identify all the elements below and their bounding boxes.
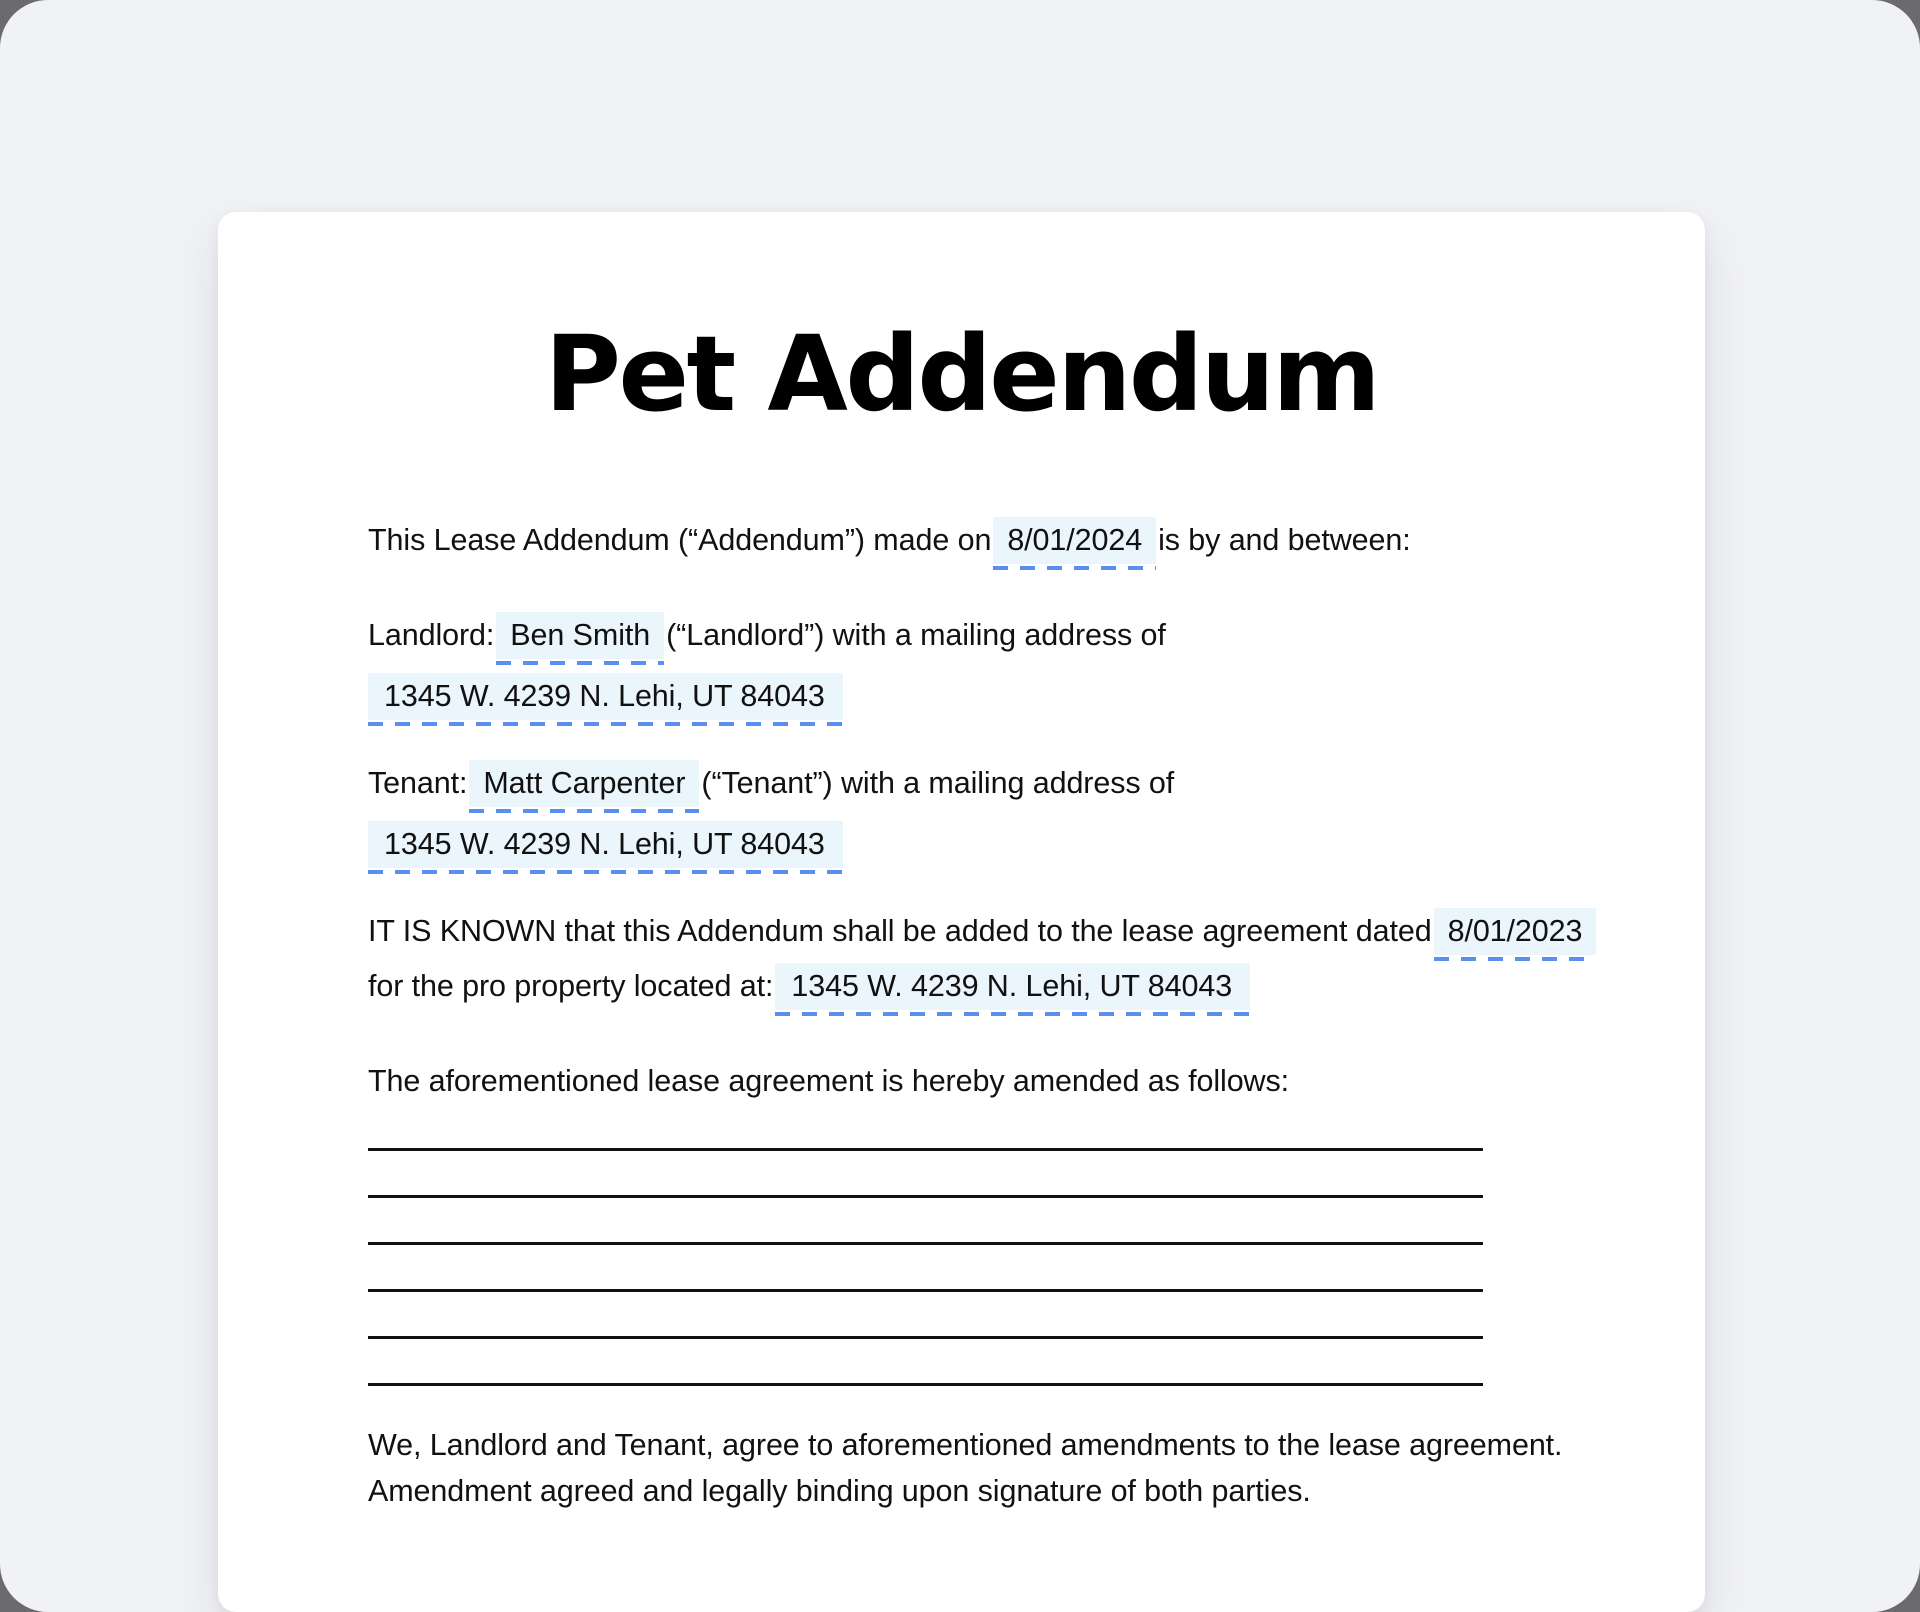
document-page (218, 212, 1705, 1612)
closing-paragraph (368, 1422, 1641, 1514)
intro-text-after-date: is by and between: (1158, 523, 1411, 558)
known-clause-line-1 (368, 908, 1641, 955)
closing-line-2: Amendment agreed and legally binding upon signature of both parties. (368, 1474, 1311, 1509)
spacer (368, 868, 1641, 908)
landlord-address-line (366, 673, 1641, 720)
tenant-address-line (366, 821, 1641, 868)
blank-line[interactable] (368, 1148, 1483, 1151)
landlord-name-field[interactable]: Ben Smith (496, 612, 664, 659)
landlord-line (368, 612, 1641, 659)
amendment-blank-lines (368, 1148, 1483, 1386)
addendum-date-field[interactable]: 8/01/2024 (993, 517, 1156, 564)
tenant-paragraph (368, 760, 1641, 868)
landlord-address-field[interactable]: 1345 W. 4239 N. Lehi, UT 84043 (368, 673, 843, 720)
document-body (368, 517, 1641, 1514)
blank-line[interactable] (368, 1289, 1483, 1292)
landlord-text-after-name: (“Landlord”) with a mailing address of (666, 618, 1166, 653)
blank-line[interactable] (368, 1336, 1483, 1339)
tenant-line (368, 760, 1641, 807)
intro-text-before-date: This Lease Addendum (“Addendum”) made on (368, 523, 992, 558)
known-clause-text-1: IT IS KNOWN that this Addendum shall be added to the lease agreement dated (368, 914, 1432, 949)
blank-line[interactable] (368, 1242, 1483, 1245)
spacer (368, 1010, 1641, 1058)
tenant-name-field[interactable]: Matt Carpenter (469, 760, 699, 807)
spacer (368, 564, 1641, 612)
known-clause-line-2 (368, 963, 1641, 1010)
lease-agreement-date-field[interactable]: 8/01/2023 (1434, 908, 1597, 955)
tenant-text-after-name: (“Tenant”) with a mailing address of (701, 766, 1175, 801)
blank-line[interactable] (368, 1383, 1483, 1386)
document-content (218, 212, 1705, 1514)
tenant-address-field[interactable]: 1345 W. 4239 N. Lehi, UT 84043 (368, 821, 843, 868)
property-address-field[interactable]: 1345 W. 4239 N. Lehi, UT 84043 (775, 963, 1250, 1010)
intro-paragraph (368, 517, 1641, 564)
closing-line-1: We, Landlord and Tenant, agree to aforementioned amendments to the lease agreement. (368, 1428, 1563, 1463)
intro-line (368, 517, 1641, 564)
tenant-label: Tenant: (368, 766, 468, 801)
page-title: Pet Addendum (544, 313, 1379, 435)
known-clause-paragraph (368, 908, 1641, 1010)
amendment-heading-paragraph (368, 1058, 1641, 1104)
landlord-label: Landlord: (368, 618, 495, 653)
known-clause-text-2: for the pro property located at: (368, 969, 774, 1004)
spacer (368, 720, 1641, 760)
blank-line[interactable] (368, 1195, 1483, 1198)
landlord-paragraph (368, 612, 1641, 720)
amendment-heading: The aforementioned lease agreement is hereby amended as follows: (368, 1064, 1290, 1099)
